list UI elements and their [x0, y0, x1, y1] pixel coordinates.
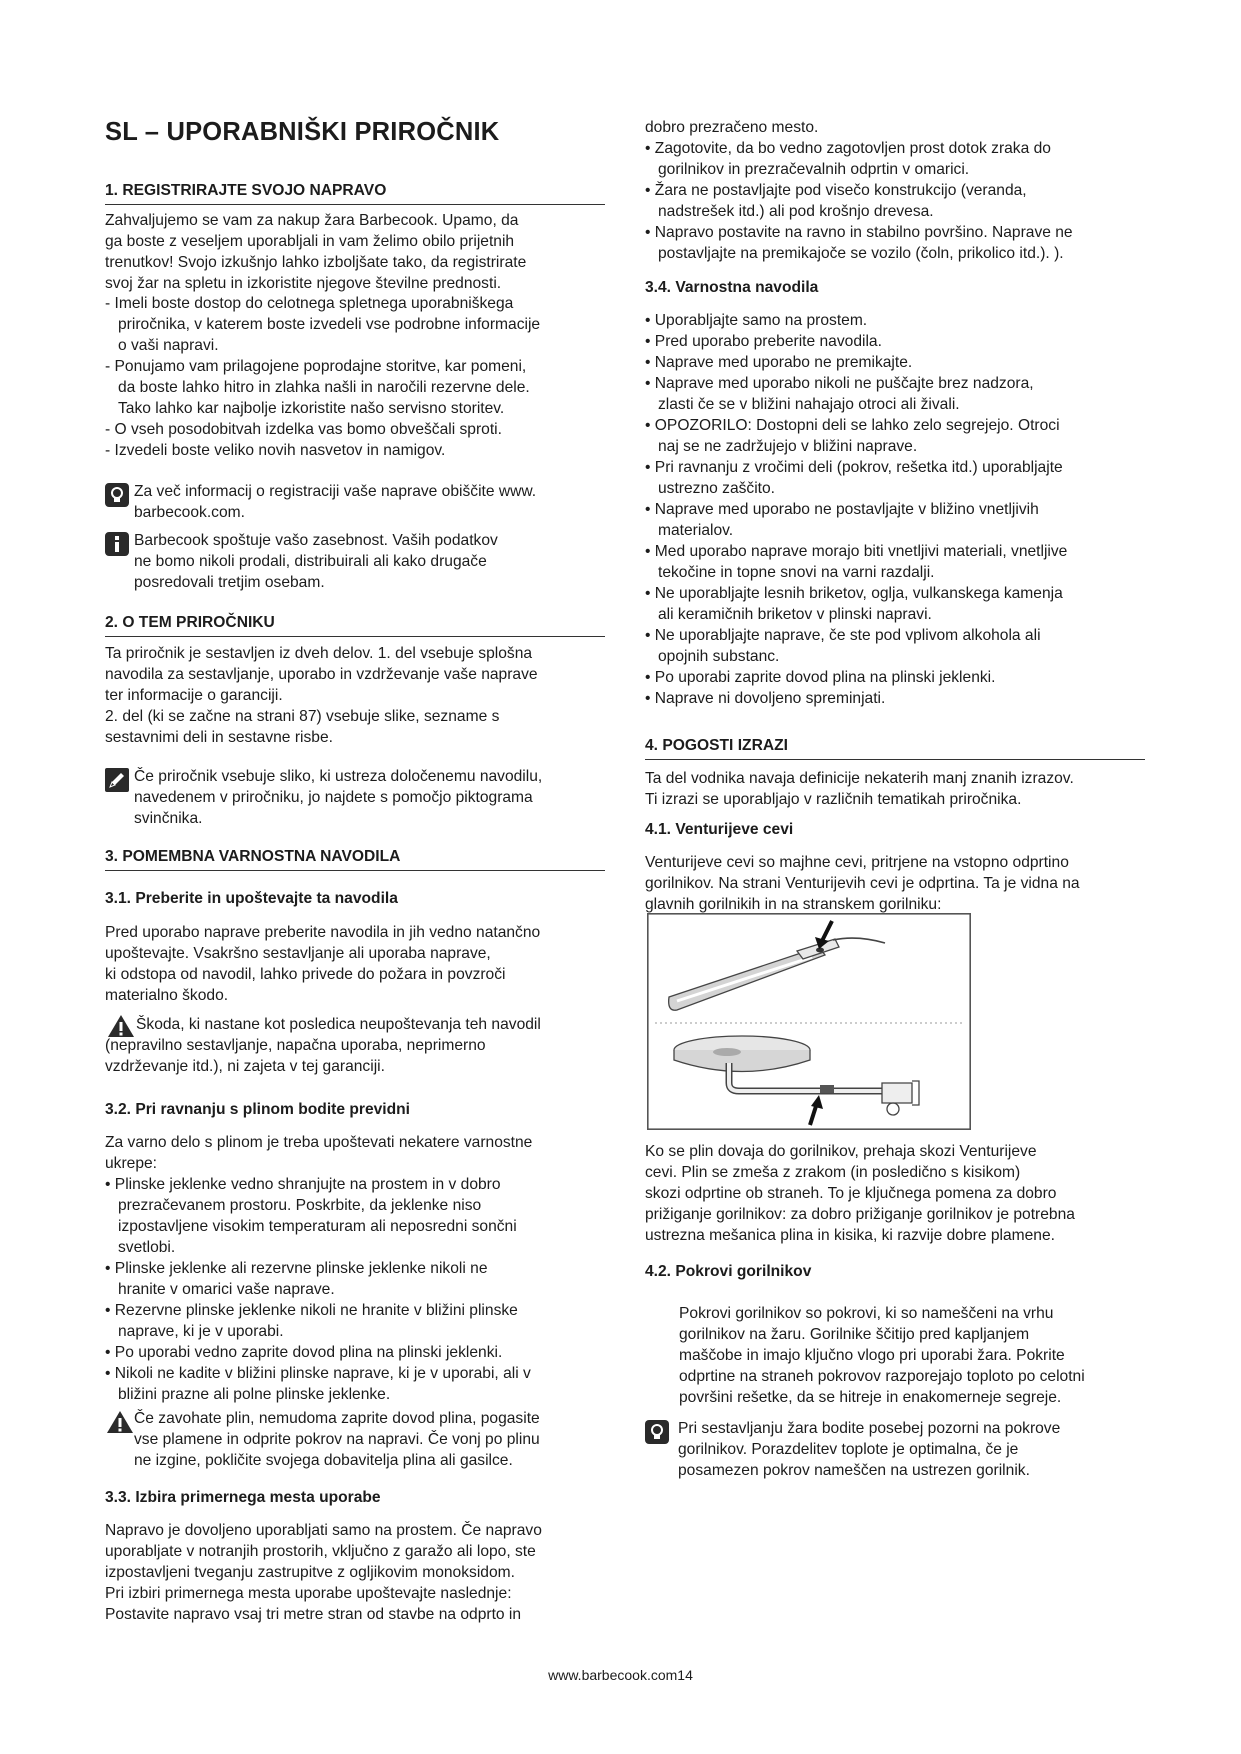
- list-item: • Žara ne postavljajte pod visečo konstrukcijo (veranda, nadstrešek itd.) ali pod krošnjo drevesa.: [645, 182, 1027, 220]
- info-icon: [105, 532, 129, 556]
- list-item: • Naprave ni dovoljeno spreminjati.: [645, 690, 886, 707]
- section-4-2-heading: 4.2. Pokrovi gorilnikov: [645, 1263, 812, 1280]
- warranty-warning: Škoda, ki nastane kot posledica neupoštevanja teh navodil (nepravilno sestavljanje, napačna uporaba, neprimerno vzdrževanje itd.), ni zajeta v tej garanciji.: [105, 1016, 541, 1075]
- section-2-paragraph: Ta priročnik je sestavljen iz dveh delov. 1. del vsebuje splošna navodila za sestavljanje, uporabo in vzdrževanje vaše naprave ter informacije o garanciji. 2. del (ki se začne na strani 87) vsebuje slike, sezname s sestavnimi deli in sestavne risbe.: [105, 645, 538, 746]
- section-4-1-heading: 4.1. Venturijeve cevi: [645, 821, 794, 838]
- section-3-1-paragraph: Pred uporabo naprave preberite navodila in jih vedno natančno upoštevajte. Vsakršno sestavljanje ali uporaba naprave, ki odstopa od navodil, lahko privede do požara in povzroči materialno škodo.: [105, 924, 541, 1004]
- registration-tip-note: Za več informacij o registraciji vaše naprave obiščite www. barbecook.com.: [105, 481, 605, 523]
- list-item: • OPOZORILO: Dostopni deli se lahko zelo segrejejo. Otroci naj se ne zadržujejo v bližini naprave.: [645, 417, 1060, 455]
- section-1-benefits-list: [105, 293, 605, 461]
- list-item: • Zagotovite, da bo vedno zagotovljen prost dotok zraka do gorilnikov in prezračevalnih odprtin v omarici.: [645, 140, 1051, 178]
- venturi-explanation: Ko se plin dovaja do gorilnikov, prehaja skozi Venturijeve cevi. Plin se zmeša z zrakom (in posledično s kisikom) skozi odprtine ob straneh. To je ključnega pomena za dobro prižiganje gorilnikov: za dobro prižiganje gorilnikov je potrebna ustrezna mešanica plina in kisika, ki razvije dobre plamene.: [645, 1143, 1075, 1244]
- section-4-paragraph: Ta del vodnika navaja definicije nekaterih manj znanih izrazov. Ti izrazi se uporabljajo v različnih tematikah priročnika.: [645, 770, 1074, 808]
- list-item: - Imeli boste dostop do celotnega spletnega uporabniškega priročnika, v katerem boste izvedeli vse podrobne informacije o vaši napravi.: [105, 295, 541, 354]
- list-item: • Po uporabi zaprite dovod plina na plinski jeklenki.: [645, 669, 996, 686]
- section-3-2-heading: 3.2. Pri ravnanju s plinom bodite previdni: [105, 1101, 411, 1118]
- page-footer: www.barbecook.com14: [548, 1667, 693, 1683]
- list-item: - Izvedeli boste veliko novih nasvetov in namigov.: [105, 442, 446, 459]
- list-item: • Plinske jeklenke vedno shranjujte na prostem in v dobro prezračevanem prostoru. Poskrbite, da jeklenke niso izpostavljene visokim temperaturam ali neposredni sončni svetlobi.: [105, 1176, 517, 1256]
- list-item: • Uporabljajte samo na prostem.: [645, 312, 868, 329]
- warning-icon: [107, 1014, 135, 1038]
- list-item: • Nikoli ne kadite v bližini plinske naprave, ki je v uporabi, ali v bližini prazne ali polne plinske jeklenke.: [105, 1365, 531, 1403]
- venturi-tube-figure: [647, 913, 971, 1130]
- section-4-1-paragraph: Venturijeve cevi so majhne cevi, pritrjene na vstopno odprtino gorilnikov. Na strani Venturijevih cevi je odprtina. Ta je vidna na glavnih gorilnikih in na stranskem gorilniku:: [645, 854, 1080, 913]
- list-item: • Pred uporabo preberite navodila.: [645, 333, 882, 350]
- section-3-2-paragraph: Za varno delo s plinom je treba upoštevati nekatere varnostne ukrepe:: [105, 1134, 533, 1172]
- section-3-1-heading: 3.1. Preberite in upoštevajte ta navodila: [105, 890, 398, 907]
- section-3-heading: 3. POMEMBNA VARNOSTNA NAVODILA: [105, 847, 605, 871]
- list-item: • Naprave med uporabo ne postavljajte v bližino vnetljivih materialov.: [645, 501, 1039, 539]
- list-item: • Pri ravnanju z vročimi deli (pokrov, rešetka itd.) uporabljajte ustrezno zaščito.: [645, 459, 1063, 497]
- lightbulb-icon: [645, 1420, 669, 1444]
- section-2-heading: 2. O TEM PRIROČNIKU: [105, 613, 605, 637]
- list-item: • Naprave med uporabo ne premikajte.: [645, 354, 913, 371]
- pencil-icon: [105, 768, 129, 792]
- list-item: • Po uporabi vedno zaprite dovod plina na plinski jeklenki.: [105, 1344, 503, 1361]
- list-item: • Naprave med uporabo nikoli ne puščajte brez nadzora, zlasti če se v bližini nahajajo otroci ali živali.: [645, 375, 1034, 413]
- pencil-note: Če priročnik vsebuje sliko, ki ustreza določenemu navodilu, navedenem v priročniku, jo najdete s pomočjo piktograma svinčnika.: [105, 766, 605, 829]
- section-4-2-paragraph: Pokrovi gorilnikov so pokrovi, ki so nameščeni na vrhu gorilnikov na žaru. Gorilnike ščitijo pred kapljanjem maščobe in imajo ključno vlogo pri uporabi žara. Pokrite odprtine na straneh pokrovov razporejajo toploto po celotni površini rešetke, da se hitreje in enakomerneje segreje.: [679, 1305, 1085, 1406]
- section-4-heading: 4. POGOSTI IZRAZI: [645, 736, 1145, 760]
- list-item: • Med uporabo naprave morajo biti vnetljivi materiali, vnetljive tekočine in topne snovi na varni razdalji.: [645, 543, 1068, 581]
- section-3-3-continued: dobro prezračeno mesto.: [645, 119, 819, 136]
- list-item: • Rezervne plinske jeklenke nikoli ne hranite v bližini plinske naprave, ki je v uporabi.: [105, 1302, 518, 1340]
- section-1-intro: Zahvaljujemo se vam za nakup žara Barbecook. Upamo, da ga boste z veseljem uporabljali in vam želimo obilo prijetnih trenutkov! Svojo izkušnjo lahko izboljšate tako, da registrirate svoj žar na spletu in izkoristite njegove številne prednosti.: [105, 212, 527, 292]
- section-3-3-paragraph: Napravo je dovoljeno uporabljati samo na prostem. Če napravo uporabljate v notranjih prostorih, vključno z garažo ali lopo, ste izpostavljeni tveganju zastrupitve z ogljikovim monoksidom. Pri izbiri primernega mesta uporabe upoštevajte naslednje: Postavite napravo vsaj tri metre stran od stavbe na odprto in: [105, 1522, 542, 1623]
- list-item: - Ponujamo vam prilagojene poprodajne storitve, kar pomeni, da boste lahko hitro in zlahka našli in naročili rezervne dele. Tako lahko kar najbolje izkoristite našo servisno storitev.: [105, 358, 530, 417]
- location-list: [645, 138, 1145, 264]
- list-item: • Ne uporabljajte lesnih briketov, oglja, vulkanskega kamenja ali keramičnih briketov v plinski napravi.: [645, 585, 1063, 623]
- safety-instructions-list: [645, 310, 1145, 709]
- section-1-heading: 1. REGISTRIRAJTE SVOJO NAPRAVO: [105, 181, 605, 205]
- section-3-3-heading: 3.3. Izbira primernega mesta uporabe: [105, 1489, 381, 1506]
- list-item: • Plinske jeklenke ali rezervne plinske jeklenke nikoli ne hranite v omarici vaše naprave.: [105, 1260, 488, 1298]
- privacy-info-note: Barbecook spoštuje vašo zasebnost. Vaših podatkov ne bomo nikoli prodali, distribuirali ali kako drugače posredovali tretjim osebam.: [105, 530, 605, 593]
- burner-cover-tip: Pri sestavljanju žara bodite posebej pozorni na pokrove gorilnikov. Porazdelitev toplote je optimalna, če je posamezen pokrov nameščen na ustrezen gorilnik.: [645, 1418, 1145, 1481]
- list-item: - O vseh posodobitvah izdelka vas bomo obveščali sproti.: [105, 421, 502, 438]
- list-item: • Napravo postavite na ravno in stabilno površino. Naprave ne postavljajte na premikajoče se vozilo (čoln, prikolico itd.). ).: [645, 224, 1073, 262]
- list-item: • Ne uporabljajte naprave, če ste pod vplivom alkohola ali opojnih substanc.: [645, 627, 1041, 665]
- gas-safety-list: [105, 1174, 605, 1405]
- figure-frame: [648, 914, 970, 1129]
- section-3-4-heading: 3.4. Varnostna navodila: [645, 279, 819, 296]
- lightbulb-icon: [105, 483, 129, 507]
- gas-smell-warning: Če zavohate plin, nemudoma zaprite dovod plina, pogasite vse plamene in odprite pokrov na napravi. Če vonj po plinu ne izgine, pokličite svojega dobavitelja plina ali gasilce.: [105, 1408, 605, 1471]
- warning-icon: [106, 1410, 134, 1434]
- page-title: SL – UPORABNIŠKI PRIROČNIK: [105, 118, 500, 146]
